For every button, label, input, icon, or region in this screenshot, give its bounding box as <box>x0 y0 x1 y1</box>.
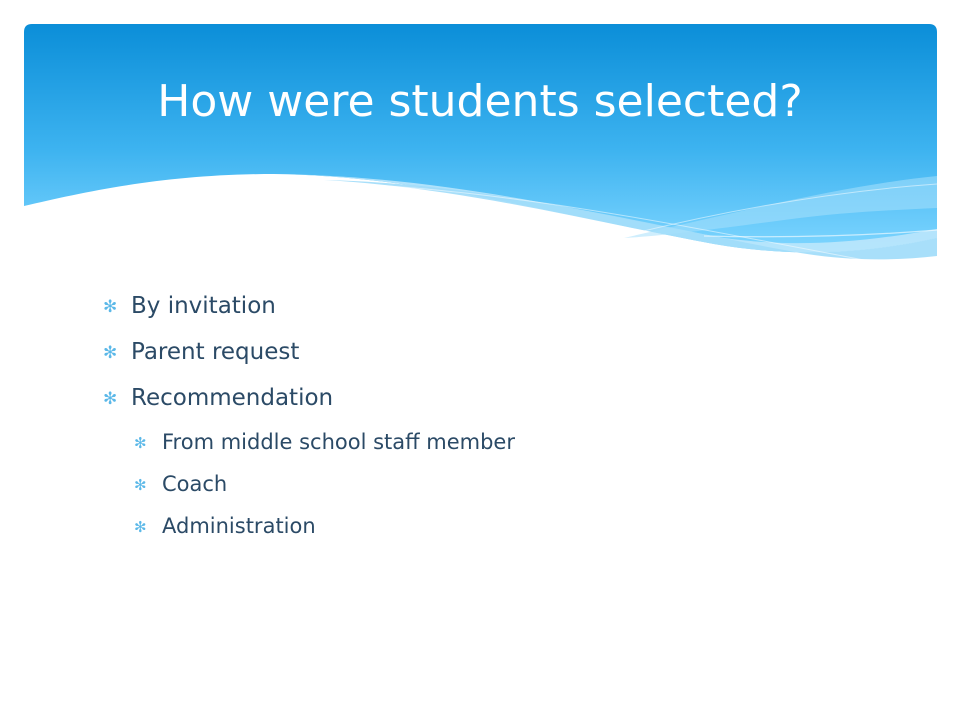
sub-list-item-text: Coach <box>162 472 228 496</box>
list-item-text: Parent request <box>131 339 300 365</box>
asterisk-bullet-icon: ✻ <box>103 297 118 317</box>
sub-list-item-text: From middle school staff member <box>162 430 515 454</box>
slide-title: How were students selected? <box>157 76 803 127</box>
asterisk-bullet-icon: ✻ <box>134 476 147 494</box>
asterisk-bullet-icon: ✻ <box>103 389 118 409</box>
asterisk-bullet-icon: ✻ <box>103 343 118 363</box>
sub-list-item-text: Administration <box>162 514 316 538</box>
asterisk-bullet-icon: ✻ <box>134 434 147 452</box>
asterisk-bullet-icon: ✻ <box>134 518 147 536</box>
list-item-text: Recommendation <box>131 385 334 411</box>
list-item-text: By invitation <box>131 293 276 319</box>
